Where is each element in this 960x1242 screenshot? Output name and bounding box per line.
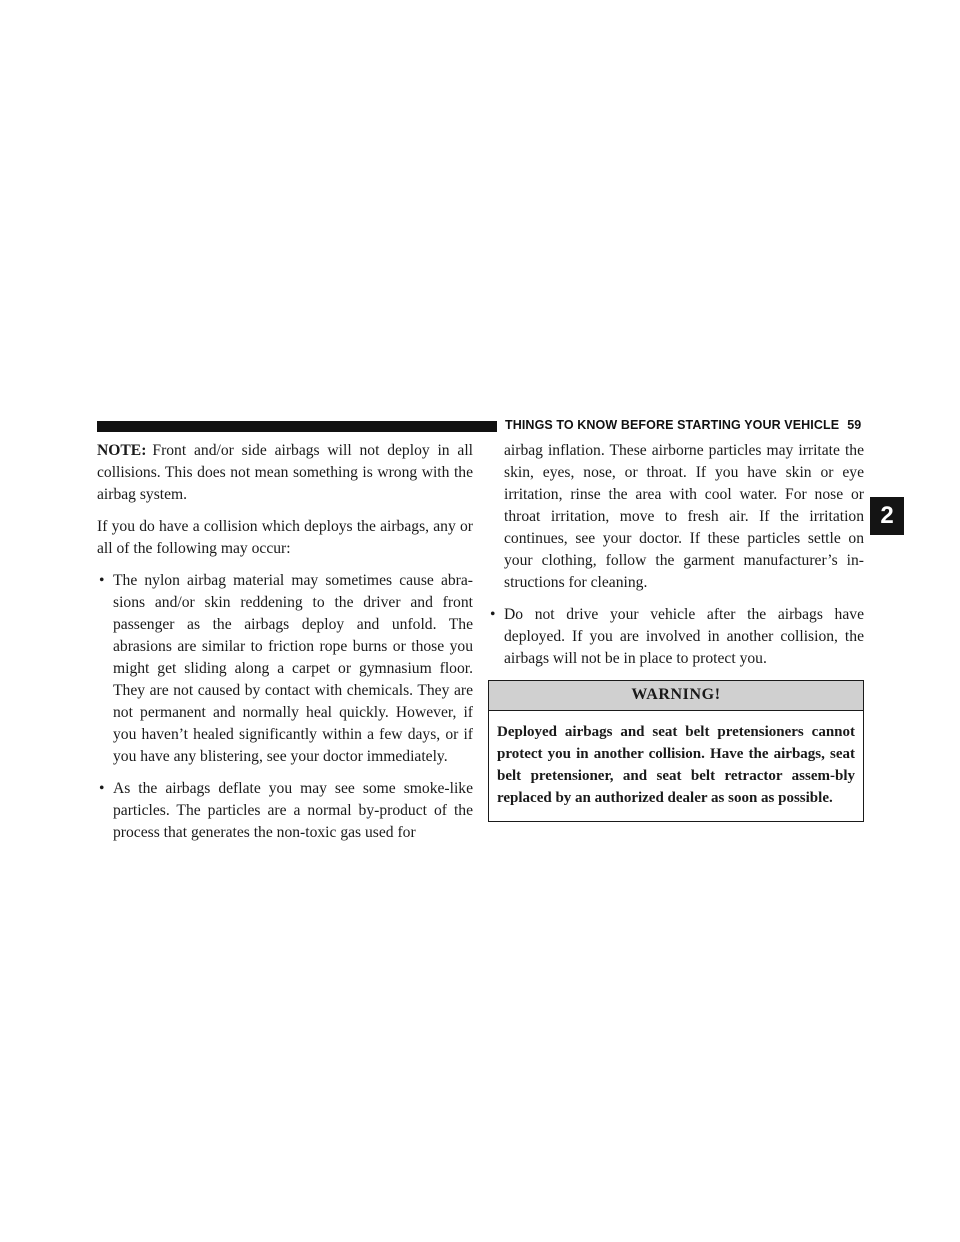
list-item-text: Do not drive your vehicle after the airbags have deployed. If you are involved in another collision, the airbags will not be in place to protect you. bbox=[504, 606, 864, 667]
intro-paragraph: If you do have a collision which deploys the airbags, any or all of the following may occur: bbox=[97, 518, 473, 557]
right-column bbox=[488, 440, 864, 822]
continued-bullet-text: airbag inflation. These airborne particles may irritate the skin, eyes, nose, or throat. If you have skin or eye irritation, rinse the area with cool water. For nose or throat irritation, move to fresh air. If the irritation continues, see your doctor. If these particles settle on your clothing, follow the garment manufacturer’s in-structions for cleaning. bbox=[504, 442, 864, 591]
note-paragraph bbox=[97, 440, 473, 506]
left-column bbox=[97, 440, 473, 854]
warning-box bbox=[488, 680, 864, 822]
bullet-icon: • bbox=[99, 780, 105, 797]
list-item bbox=[97, 570, 473, 768]
bullet-icon: • bbox=[99, 572, 105, 589]
chapter-tab: 2 bbox=[870, 497, 904, 535]
page-number: 59 bbox=[847, 418, 862, 432]
list-item bbox=[488, 604, 864, 670]
warning-body: Deployed airbags and seat belt pretensioners cannot protect you in another collision. Have the airbags, seat belt pretensioner, and seat belt retractor assem-bly replaced by an authorized dealer as soon as possible. bbox=[497, 724, 855, 806]
note-text: Front and/or side airbags will not deploy in all collisions. This does not mean something is wrong with the airbag system. bbox=[97, 442, 473, 503]
list-item bbox=[97, 778, 473, 844]
bullet-icon: • bbox=[490, 606, 496, 623]
section-title: THINGS TO KNOW BEFORE STARTING YOUR VEHICLE bbox=[505, 418, 840, 432]
list-item-text: The nylon airbag material may sometimes cause abra-sions and/or skin reddening to the driver and front passenger as the airbags deploy and unfold. The abrasions are similar to friction rope burns or those you might get sliding along a carpet or gymnasium floor. They are not caused by contact with chemicals. They are not permanent and normally heal quickly. However, if you haven’t healed significantly within a few days, or if you have any blistering, see your doctor immediately. bbox=[113, 572, 473, 765]
header-rule-bar bbox=[97, 421, 497, 432]
running-header bbox=[505, 418, 865, 432]
warning-title: WARNING! bbox=[489, 681, 863, 711]
note-label: NOTE: bbox=[97, 442, 147, 459]
list-item-text: As the airbags deflate you may see some smoke-like particles. The particles are a normal by-product of the process that generates the non-toxic gas used for bbox=[113, 780, 473, 841]
